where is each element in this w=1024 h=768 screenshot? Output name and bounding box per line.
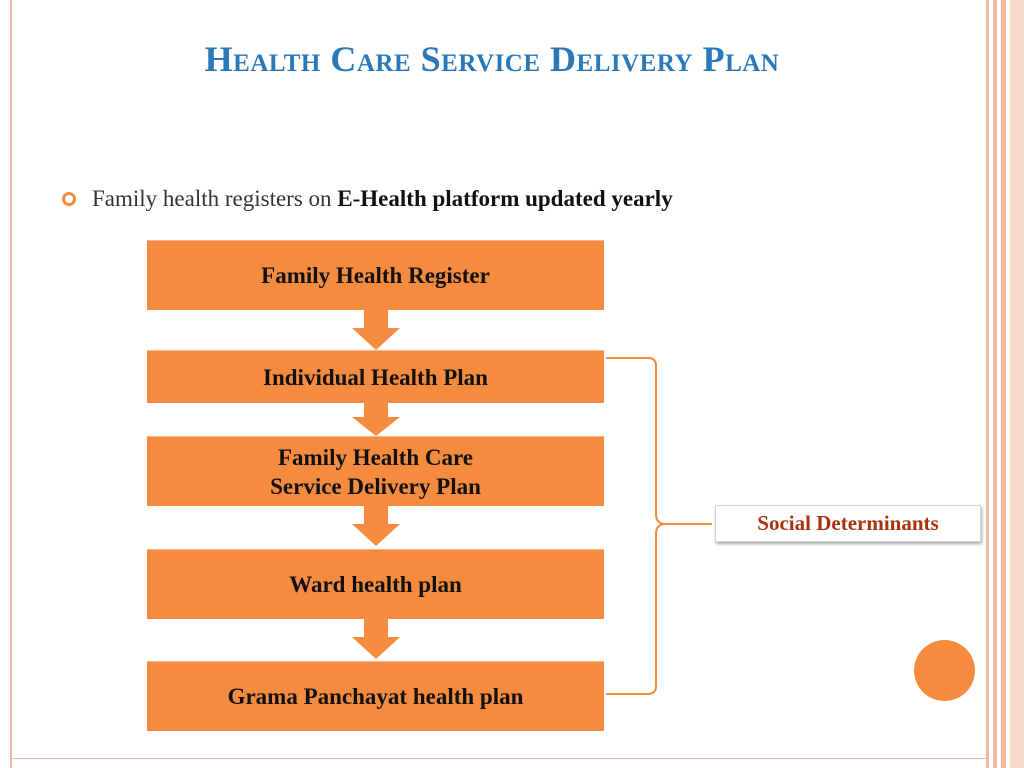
down-arrow-icon [352, 619, 400, 659]
bullet-item [62, 186, 673, 212]
social-determinants-label [715, 505, 981, 542]
flow-step-label: Family Health Care Service Delivery Plan [270, 444, 481, 499]
right-border-stripe [993, 0, 997, 768]
decorative-circle [914, 640, 975, 701]
flow-step-grama-panchayat-health-plan [147, 661, 604, 731]
flow-step-label: Individual Health Plan [263, 364, 488, 390]
bullet-text-bold: E-Health platform updated yearly [337, 186, 673, 211]
bullet-text [92, 186, 673, 212]
bullet-ring-icon [62, 192, 76, 206]
right-border-stripe [986, 0, 989, 768]
bottom-border-line [10, 758, 986, 759]
flow-step-ward-health-plan [147, 549, 604, 619]
flow-step-label: Family Health Register [261, 263, 490, 288]
flow-step-label: Ward health plan [289, 572, 462, 597]
flow-step-individual-health-plan [147, 350, 604, 403]
down-arrow-icon [352, 403, 400, 436]
right-brace-icon [604, 350, 714, 700]
bullet-text-plain: Family health registers on [92, 186, 338, 211]
flow-step-label: Grama Panchayat health plan [227, 684, 524, 709]
down-arrow-icon [352, 310, 400, 350]
social-determinants-text: Social Determinants [757, 511, 939, 535]
flow-step-family-health-register [147, 240, 604, 310]
down-arrow-icon [352, 506, 400, 546]
right-border-stripe [1010, 0, 1024, 768]
right-border-stripe [1001, 0, 1006, 768]
slide-title: Health Care Service Delivery Plan [204, 39, 780, 79]
left-border-line [10, 0, 12, 768]
flow-step-family-health-care-service-delivery-plan [147, 436, 604, 506]
